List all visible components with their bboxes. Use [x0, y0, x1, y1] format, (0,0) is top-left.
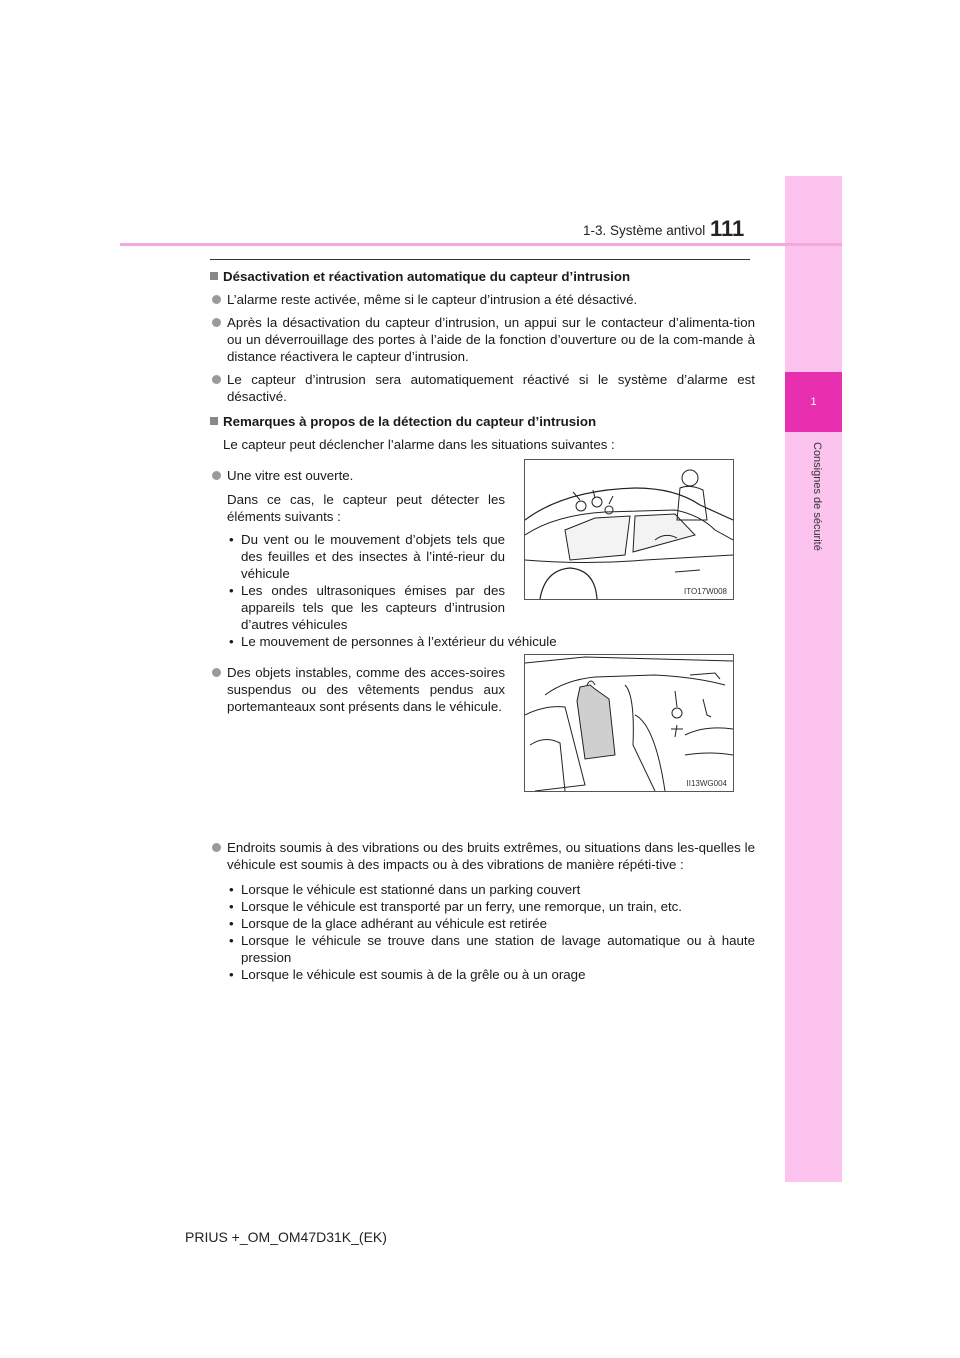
list-item: • Lorsque de la glace adhérant au véhicule est retirée	[227, 915, 755, 932]
list-item: • Lorsque le véhicule est stationné dans un parking couvert	[227, 881, 755, 898]
car-interior-illustration	[525, 655, 733, 791]
detection-intro: Le capteur peut déclencher l’alarme dans les situations suivantes :	[223, 437, 615, 452]
list-item: • Du vent ou le mouvement d’objets tels que des feuilles et des insectes à l’inté-rieur du véhicule	[227, 531, 505, 582]
bullet-alarm-active: L’alarme reste activée, même si le capteur d’intrusion a été désactivé.	[210, 291, 755, 308]
figure-code: II13WG004	[686, 779, 727, 788]
vibration-list	[210, 881, 755, 983]
bullet-window-open: Une vitre est ouverte.	[210, 467, 505, 484]
window-open-block	[210, 467, 505, 633]
heading-detection-notes: Remarques à propos de la détection du capteur d’intrusion	[210, 413, 755, 430]
bullet-auto-reactivate: Le capteur d’intrusion sera automatiquement réactivé si le système d’alarme est désactivé.	[210, 371, 755, 405]
bullet-vibrations: Endroits soumis à des vibrations ou des bruits extrêmes, ou situations dans les-quelles le véhicule est soumis à des impacts ou à des vibrations de manière répéti-tive :	[210, 839, 755, 873]
header-line	[120, 243, 842, 246]
figure-hanging-objects	[524, 654, 734, 792]
window-open-detail: Dans ce cas, le capteur peut détecter les éléments suivants :	[227, 492, 505, 524]
document-code: PRIUS +_OM_OM47D31K_(EK)	[185, 1229, 387, 1245]
window-open-list	[210, 531, 505, 633]
section-title: 1-3. Système antivol	[583, 223, 706, 238]
page-content	[210, 268, 755, 989]
bullet-reactivation: Après la désactivation du capteur d’intrusion, un appui sur le contacteur d’alimenta-tion ou un déverrouillage des portes à l’aide de la fonction d’ouverture ou de la com-mande à distance réactivera le capteur d’intrusion.	[210, 314, 755, 365]
car-exterior-illustration	[525, 460, 733, 599]
list-item: • Les ondes ultrasoniques émises par des appareils tels que les capteurs d’intrusion d’autres véhicules	[227, 582, 505, 633]
chapter-tab-number: 1	[810, 396, 817, 408]
bullet-unstable-objects: Des objets instables, comme des acces-soires suspendus ou des vêtements pendus aux portemanteaux sont présents dans le véhicule.	[210, 664, 505, 715]
content-rule	[210, 259, 750, 260]
list-item: • Le mouvement de personnes à l’extérieur du véhicule	[227, 633, 755, 650]
list-item: • Lorsque le véhicule est soumis à de la grêle ou à un orage	[227, 966, 755, 983]
chapter-tab[interactable]	[785, 372, 842, 432]
page-number: 111	[710, 216, 745, 241]
list-item: • Lorsque le véhicule est transporté par un ferry, une remorque, un train, etc.	[227, 898, 755, 915]
heading-deactivation: Désactivation et réactivation automatique du capteur d’intrusion	[210, 268, 755, 285]
chapter-label: Consignes de sécurité	[811, 442, 823, 551]
figure-code: ITO17W008	[684, 587, 727, 596]
list-item: • Lorsque le véhicule se trouve dans une station de lavage automatique ou à haute pression	[227, 932, 755, 966]
window-open-list-cont	[210, 633, 755, 650]
figure-open-window	[524, 459, 734, 600]
chapter-sidebar	[785, 176, 842, 1182]
unstable-objects-block	[210, 664, 505, 839]
